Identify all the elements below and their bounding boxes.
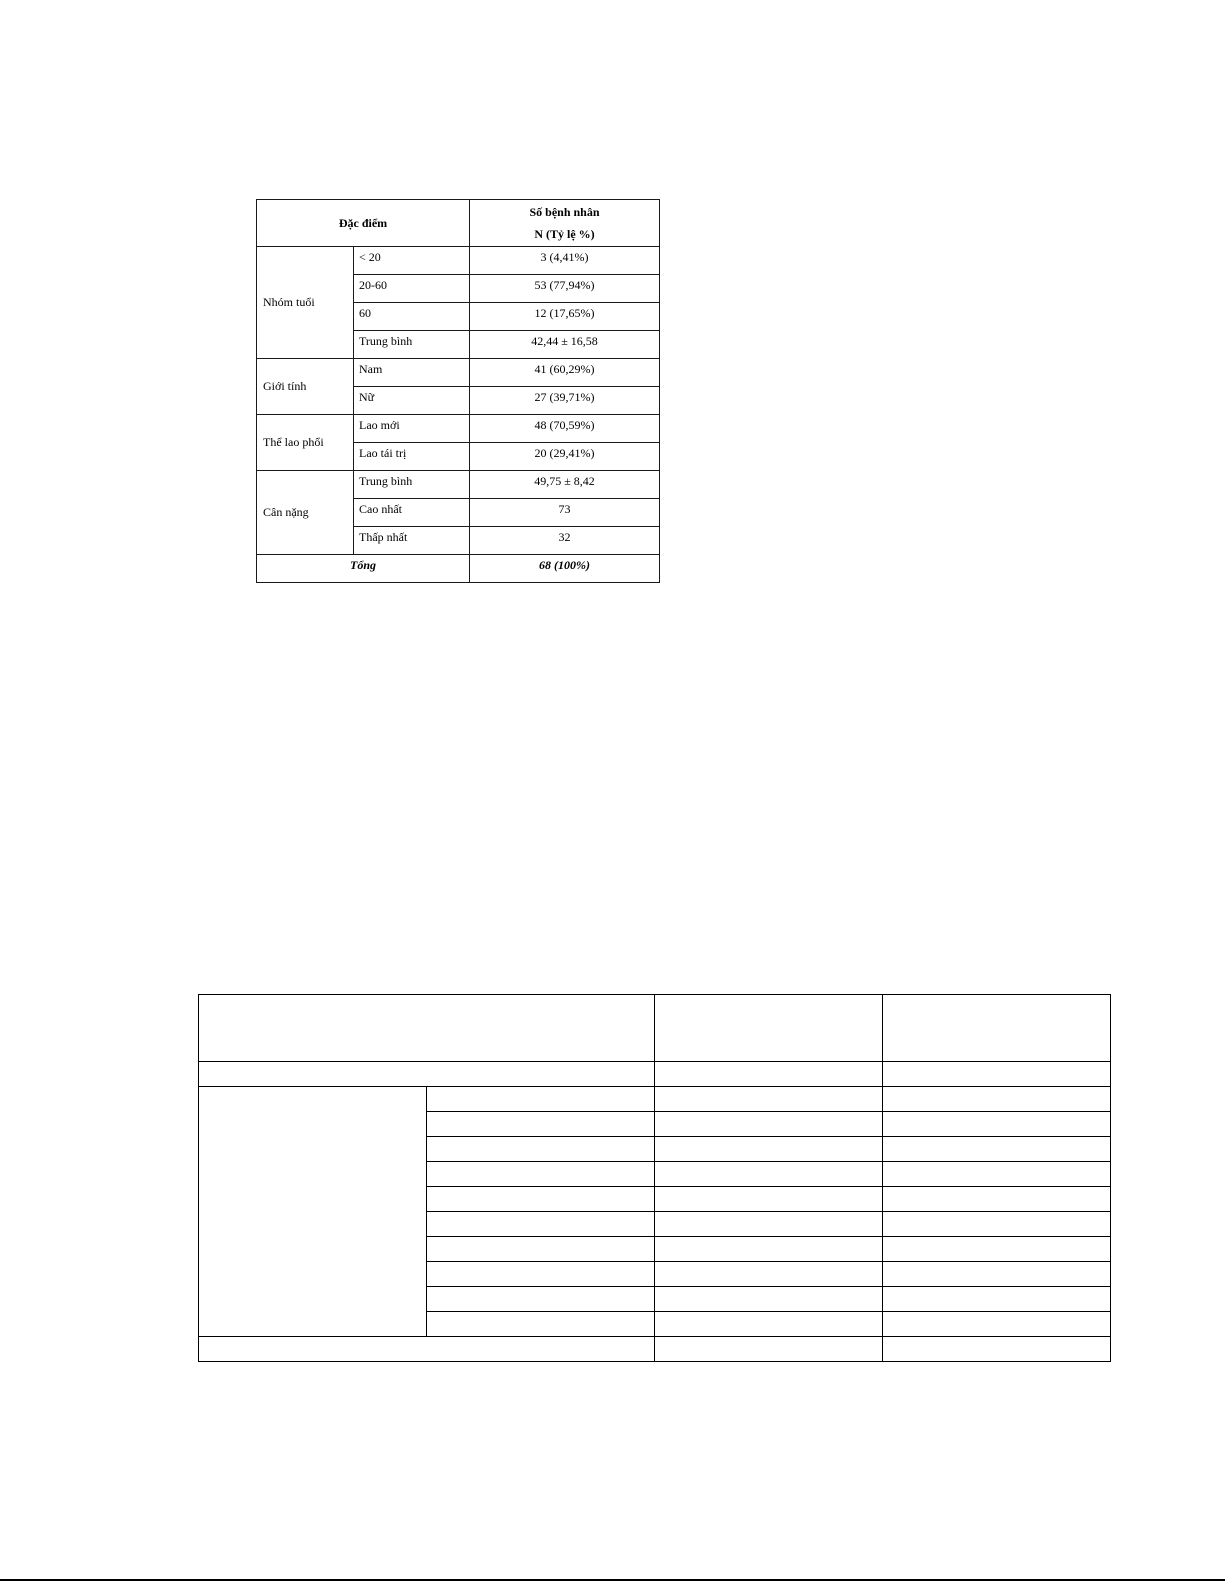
empty-cell <box>883 1312 1111 1337</box>
empty-cell <box>655 1137 883 1162</box>
group-label-sex: Giới tính <box>257 359 354 415</box>
row-value: 49,75 ± 8,42 <box>470 471 660 499</box>
patient-characteristics-table <box>256 199 660 583</box>
empty-cell <box>883 1062 1111 1087</box>
empty-cell <box>655 995 883 1062</box>
row-value: 32 <box>470 527 660 555</box>
empty-cell <box>655 1187 883 1212</box>
empty-cell <box>427 1112 655 1137</box>
row-value: 48 (70,59%) <box>470 415 660 443</box>
header-patient-count <box>470 200 660 247</box>
group-label-age: Nhóm tuổi <box>257 247 354 359</box>
empty-row <box>199 1087 1111 1112</box>
empty-row <box>199 1337 1111 1362</box>
empty-cell <box>883 995 1111 1062</box>
empty-cell <box>427 1237 655 1262</box>
empty-cell <box>427 1262 655 1287</box>
empty-cell <box>199 995 655 1062</box>
empty-cell <box>883 1262 1111 1287</box>
row-label: Trung bình <box>354 331 470 359</box>
header-characteristic: Đặc điểm <box>257 200 470 247</box>
row-value: 3 (4,41%) <box>470 247 660 275</box>
empty-cell <box>427 1312 655 1337</box>
empty-cell <box>655 1312 883 1337</box>
header-patient-count-line1: Số bệnh nhân <box>529 205 600 219</box>
row-value: 27 (39,71%) <box>470 387 660 415</box>
row-value: 20 (29,41%) <box>470 443 660 471</box>
table-row <box>257 415 660 443</box>
empty-cell <box>883 1337 1111 1362</box>
empty-cell <box>883 1087 1111 1112</box>
table-row <box>257 359 660 387</box>
row-label: Cao nhất <box>354 499 470 527</box>
row-label: 20-60 <box>354 275 470 303</box>
row-value: 42,44 ± 16,58 <box>470 331 660 359</box>
empty-cell <box>655 1287 883 1312</box>
empty-cell <box>427 1137 655 1162</box>
total-label: Tổng <box>257 555 470 583</box>
row-label: Thấp nhất <box>354 527 470 555</box>
empty-cell <box>883 1112 1111 1137</box>
table-row <box>257 471 660 499</box>
row-label: Lao tái trị <box>354 443 470 471</box>
empty-grid-table <box>198 994 1111 1362</box>
empty-cell <box>427 1187 655 1212</box>
row-label: 60 <box>354 303 470 331</box>
empty-cell <box>199 1062 655 1087</box>
empty-cell <box>427 1287 655 1312</box>
empty-group-cell <box>199 1087 427 1337</box>
group-label-weight: Cân nặng <box>257 471 354 555</box>
row-label: Nữ <box>354 387 470 415</box>
total-value: 68 (100%) <box>470 555 660 583</box>
table-row <box>257 247 660 275</box>
header-patient-count-line2: N (Tỷ lệ %) <box>534 227 595 241</box>
empty-cell <box>199 1337 655 1362</box>
group-label-tb-type: Thể lao phổi <box>257 415 354 471</box>
row-label: Nam <box>354 359 470 387</box>
empty-cell <box>655 1112 883 1137</box>
empty-cell <box>883 1137 1111 1162</box>
row-label: Lao mới <box>354 415 470 443</box>
empty-cell <box>427 1162 655 1187</box>
empty-cell <box>427 1212 655 1237</box>
table-header-row <box>257 200 660 247</box>
page-bottom-rule <box>0 1579 1225 1581</box>
row-value: 41 (60,29%) <box>470 359 660 387</box>
empty-cell <box>655 1212 883 1237</box>
empty-cell <box>883 1287 1111 1312</box>
empty-cell <box>883 1187 1111 1212</box>
empty-cell <box>883 1212 1111 1237</box>
table-total-row <box>257 555 660 583</box>
empty-row <box>199 1062 1111 1087</box>
empty-cell <box>883 1162 1111 1187</box>
empty-cell <box>655 1087 883 1112</box>
empty-cell <box>883 1237 1111 1262</box>
row-label: Trung bình <box>354 471 470 499</box>
empty-cell <box>655 1162 883 1187</box>
empty-cell <box>655 1337 883 1362</box>
row-value: 12 (17,65%) <box>470 303 660 331</box>
empty-header-row <box>199 995 1111 1062</box>
empty-cell <box>655 1237 883 1262</box>
empty-cell <box>655 1062 883 1087</box>
row-value: 73 <box>470 499 660 527</box>
row-value: 53 (77,94%) <box>470 275 660 303</box>
empty-cell <box>427 1087 655 1112</box>
empty-cell <box>655 1262 883 1287</box>
row-label: < 20 <box>354 247 470 275</box>
